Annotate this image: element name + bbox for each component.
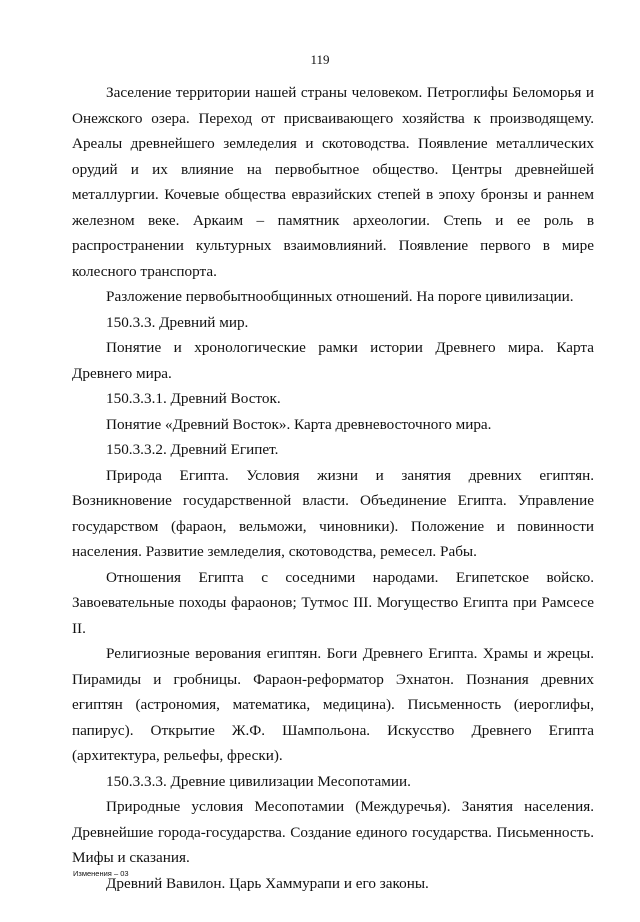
document-body [72,80,594,896]
paragraph-settlement: Заселение территории нашей страны человеком. Петроглифы Беломорья и Онежского озера. Переход от присваивающего хозяйства к производящему. Ареалы древнейшего земледелия и скотоводства. Появление металлических орудий и их влияние на первобытное общество. Центры древнейшей металлургии. Кочевые общества евразийских степей в эпоху бронзы и раннем железном веке. Аркаим – памятник археологии. Степь и ее роль в распространении культурных взаимовлияний. Появление первого в мире колесного транспорта. [72,84,594,280]
paragraph-egypt-religion: Религиозные верования египтян. Боги Древнего Египта. Храмы и жрецы. Пирамиды и гробницы. Фараон-реформатор Эхнатон. Познания древних египтян (астрономия, математика, медицина). Письменность (иероглифы, папирус). Открытие Ж.Ф. Шампольона. Искусство Древнего Египта (архитектура, рельефы, фрески). [72,645,594,764]
paragraph-civilization-threshold: Разложение первобытнообщинных отношений. На пороге цивилизации. [106,288,574,305]
paragraph-egypt-nature: Природа Египта. Условия жизни и занятия древних египтян. Возникновение государственной власти. Объединение Египта. Управление государством (фараон, вельможи, чиновники). Положение и повинности населения. Развитие земледелия, скотоводства, ремесел. Рабы. [72,466,594,560]
paragraph-egypt-relations: Отношения Египта с соседними народами. Египетское войско. Завоевательные походы фараонов; Тутмос III. Могущество Египта при Рамсесе II. [72,568,594,637]
paragraph-babylon: Древний Вавилон. Царь Хаммурапи и его законы. [106,874,429,892]
section-heading-ancient-east: 150.3.3.1. Древний Восток. [106,390,281,407]
paragraph-mesopotamia-nature: Природные условия Месопотамии (Междуречья). Занятия населения. Древнейшие города-государства. Создание единого государства. Письменность. Мифы и сказания. [72,798,594,866]
page-number: 119 [310,52,330,67]
paragraph-ancient-east-concept: Понятие «Древний Восток». Карта древневосточного мира. [106,415,492,433]
section-heading-mesopotamia: 150.3.3.3. Древние цивилизации Месопотамии. [106,772,411,790]
section-heading-ancient-world: 150.3.3. Древний мир. [106,313,249,331]
paragraph-ancient-world-concept: Понятие и хронологические рамки истории Древнего мира. Карта Древнего мира. [72,339,594,382]
footer-revision: Изменения – 03 [73,869,129,878]
section-heading-ancient-egypt: 150.3.3.2. Древний Египет. [106,441,279,458]
